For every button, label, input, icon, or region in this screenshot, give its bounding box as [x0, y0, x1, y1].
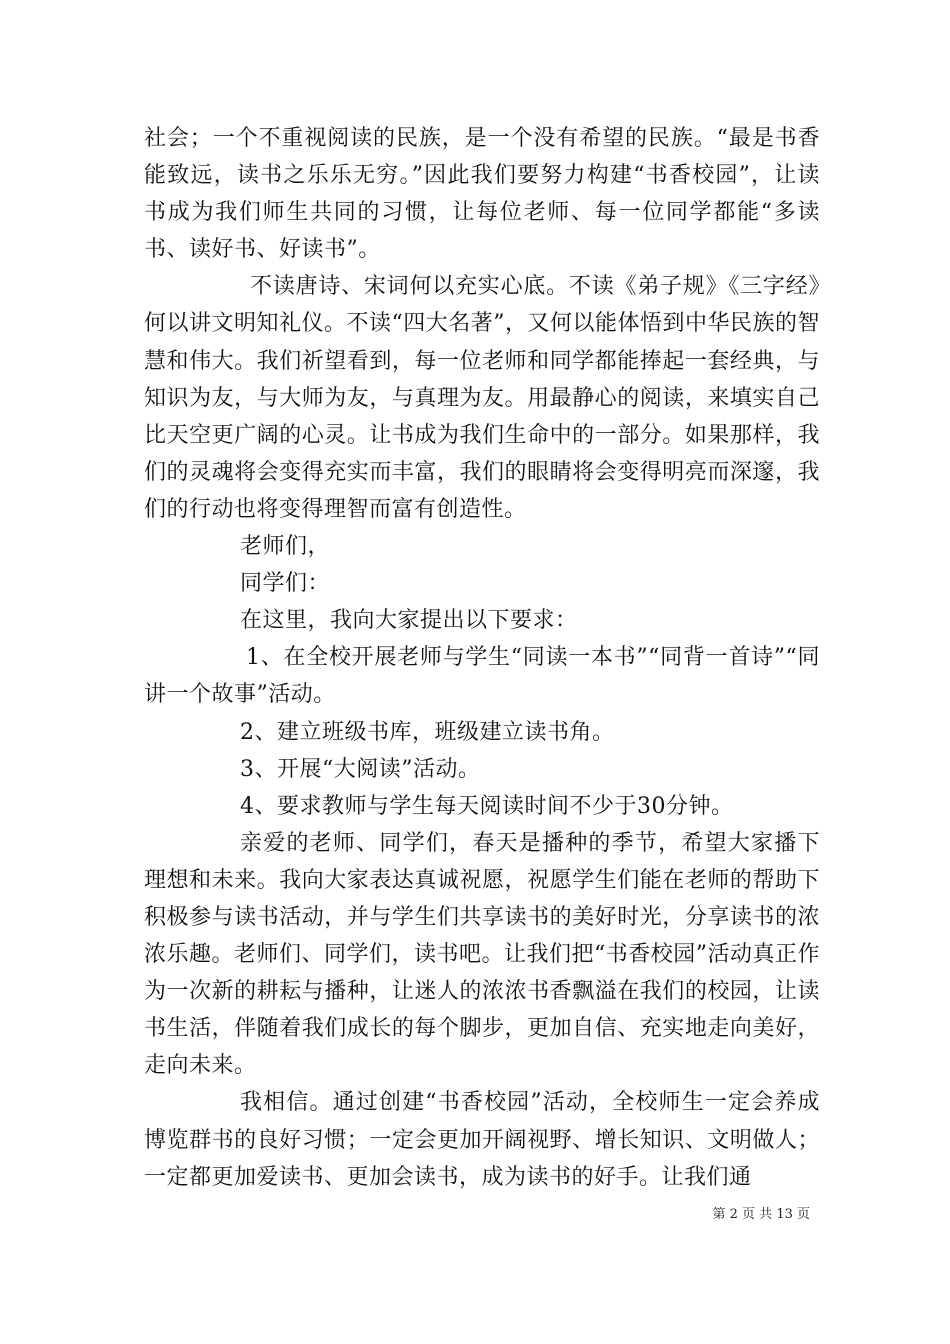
requirement-item-1: 1、在全校开展老师与学生“同读一本书”“同背一首诗”“同讲一个故事”活动。	[144, 645, 820, 708]
salutation-teachers: 老师们，	[240, 534, 331, 560]
document-body	[144, 120, 820, 1196]
paragraph-classics: 不读唐诗、宋词何以充实心底。不读《弟子规》《三字经》何以讲文明知礼仪。不读“四大名著”，又何以能体悟到中华民族的智慧和伟大。我们祈望看到，每一位老师和同学都能捧起一套经典，与知识为友，与大师为友，与真理为友。用最静心的阅读，来填实自己比天空更广阔的心灵。让书成为我们生命中的一部分。如果那样，我们的灵魂将会变得充实而丰富，我们的眼睛将会变得明亮而深邃，我们的行动也将变得理智而富有创造性。	[144, 274, 820, 522]
salutation-students: 同学们：	[240, 571, 331, 597]
paragraph-intro: 社会；一个不重视阅读的民族，是一个没有希望的民族。“最是书香能致远，读书之乐乐无穷。”因此我们要努力构建“书香校园”，让读书成为我们师生共同的习惯，让每位老师、每一位同学都能“多读书、读好书、好读书”。	[144, 126, 820, 263]
requirement-item-2: 2、建立班级书库，班级建立读书角。	[240, 719, 615, 745]
paragraph-requirements-intro: 在这里，我向大家提出以下要求：	[240, 608, 578, 634]
requirement-item-3: 3、开展“大阅读”活动。	[240, 756, 481, 782]
paragraph-belief: 我相信。通过创建“书香校园”活动，全校师生一定会养成博览群书的良好习惯；一定会更加开阔视野、增长知识、文明做人；一定都更加爱读书、更加会读书，成为读书的好手。让我们通	[144, 1090, 820, 1190]
page-number-footer: 第 2 页 共 13 页	[712, 1207, 810, 1222]
requirement-item-4: 4、要求教师与学生每天阅读时间不少于30分钟。	[240, 793, 734, 819]
paragraph-wishes: 亲爱的老师、同学们，春天是播种的季节，希望大家播下理想和未来。我向大家表达真诚祝愿，祝愿学生们能在老师的帮助下积极参与读书活动，并与学生们共享读书的美好时光，分享读书的浓浓乐趣。老师们、同学们，读书吧。让我们把“书香校园”活动真正作为一次新的耕耘与播种，让迷人的浓浓书香飘溢在我们的校园，让读书生活，伴随着我们成长的每个脚步，更加自信、充实地走向美好，走向未来。	[144, 830, 820, 1079]
